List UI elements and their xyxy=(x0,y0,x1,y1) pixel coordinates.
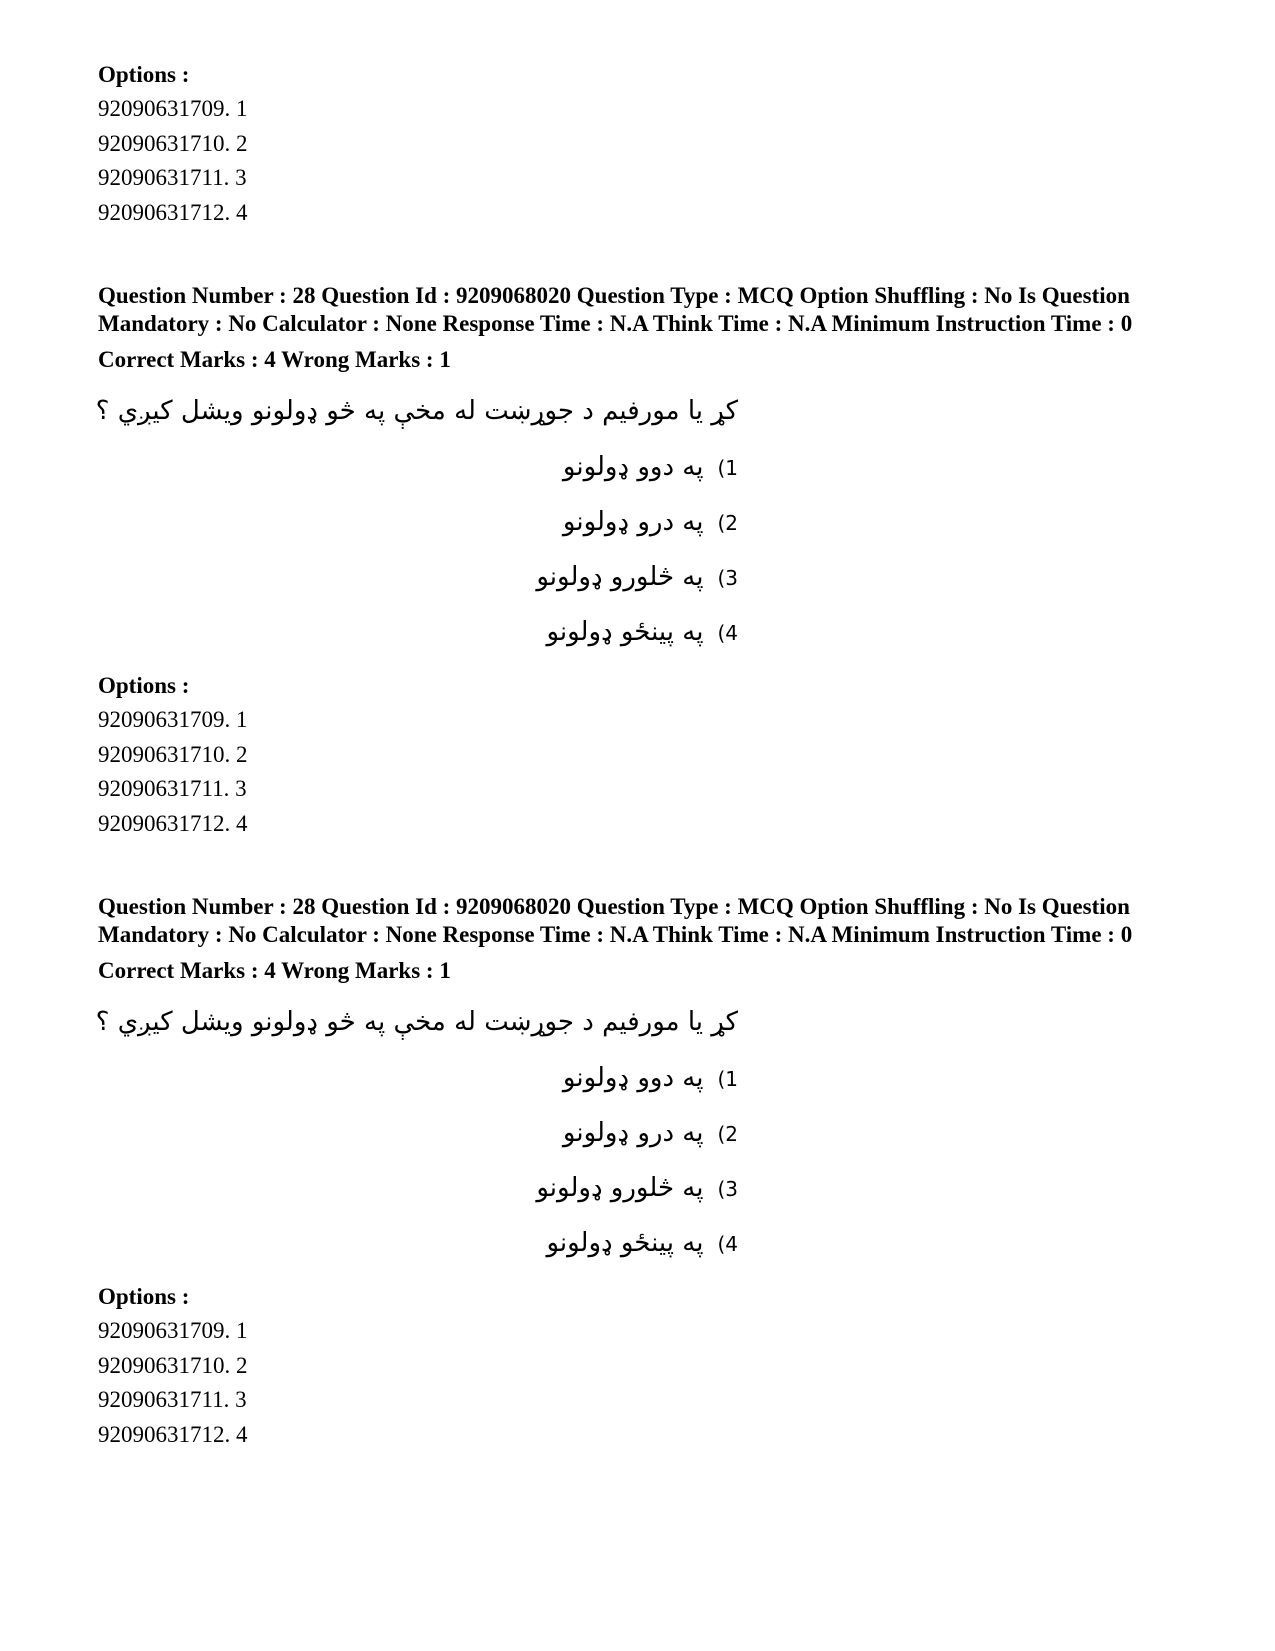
options-block xyxy=(98,1280,1178,1452)
options-block-top xyxy=(98,58,1178,230)
choice-number: (4 xyxy=(717,1232,738,1256)
option-line: 92090631711. 3 xyxy=(98,776,247,801)
option-line: 92090631711. 3 xyxy=(98,165,247,190)
answer-choice xyxy=(546,1225,738,1262)
answer-choice xyxy=(563,1060,738,1097)
option-line: 92090631711. 3 xyxy=(98,1387,247,1412)
answer-choice xyxy=(563,449,738,486)
choice-text: په څلورو ډولونو xyxy=(536,562,704,592)
option-line: 92090631709. 1 xyxy=(98,96,248,121)
answer-choice xyxy=(563,1115,738,1152)
choice-text: په څلورو ډولونو xyxy=(536,1173,704,1203)
question-text-block xyxy=(95,389,738,659)
option-line: 92090631710. 2 xyxy=(98,130,248,156)
question-block xyxy=(95,893,1178,1452)
option-line: 92090631709. 1 xyxy=(98,1318,248,1343)
choice-text: په دوو ډولونو xyxy=(562,1063,704,1093)
option-line: 92090631712. 4 xyxy=(98,810,248,836)
choice-text: په دوو ډولونو xyxy=(562,452,704,482)
choice-number: (2 xyxy=(717,511,738,535)
choice-text: په درو ډولونو xyxy=(562,507,704,537)
marks-line: Correct Marks : 4 Wrong Marks : 1 xyxy=(98,347,451,372)
question-header: Question Number : 28 Question Id : 9209068020 Question Type : MCQ Option Shuffling : No Is Question Mandatory : No Calculator : None Response Time : N.A Think Time : N.A Minimum Instruction Time : 0 xyxy=(98,894,1133,947)
choice-number: (3 xyxy=(717,1177,738,1201)
option-line: 92090631712. 4 xyxy=(98,199,248,225)
choice-text: په پینځو ډولونو xyxy=(546,1228,704,1258)
answer-choice xyxy=(536,559,738,596)
question-header: Question Number : 28 Question Id : 9209068020 Question Type : MCQ Option Shuffling : No Is Question Mandatory : No Calculator : None Response Time : N.A Think Time : N.A Minimum Instruction Time : 0 xyxy=(98,283,1133,336)
choice-text: په درو ډولونو xyxy=(562,1118,704,1148)
options-block xyxy=(98,669,1178,841)
choice-number: (3 xyxy=(717,566,738,590)
options-heading: Options : xyxy=(98,62,190,87)
option-line: 92090631712. 4 xyxy=(98,1421,248,1447)
document-page xyxy=(95,58,1178,1452)
option-line: 92090631710. 2 xyxy=(98,1352,248,1378)
question-block xyxy=(95,282,1178,841)
choice-number: (1 xyxy=(717,1067,738,1091)
question-stem: کړ یا مورفیم د جوړښت له مخې په څو ډولونو ویشل کیږي ؟ xyxy=(95,396,738,426)
choice-number: (1 xyxy=(717,456,738,480)
question-text-block xyxy=(95,1000,738,1270)
options-heading: Options : xyxy=(98,1284,190,1309)
answer-choice xyxy=(536,1170,738,1207)
choice-number: (4 xyxy=(717,621,738,645)
options-heading: Options : xyxy=(98,673,190,698)
option-line: 92090631709. 1 xyxy=(98,707,248,732)
answer-choice xyxy=(563,504,738,541)
answer-choice xyxy=(546,614,738,651)
option-line: 92090631710. 2 xyxy=(98,741,248,767)
choice-number: (2 xyxy=(717,1122,738,1146)
question-stem: کړ یا مورفیم د جوړښت له مخې په څو ډولونو ویشل کیږي ؟ xyxy=(95,1007,738,1037)
marks-line: Correct Marks : 4 Wrong Marks : 1 xyxy=(98,958,451,983)
choice-text: په پینځو ډولونو xyxy=(546,617,704,647)
